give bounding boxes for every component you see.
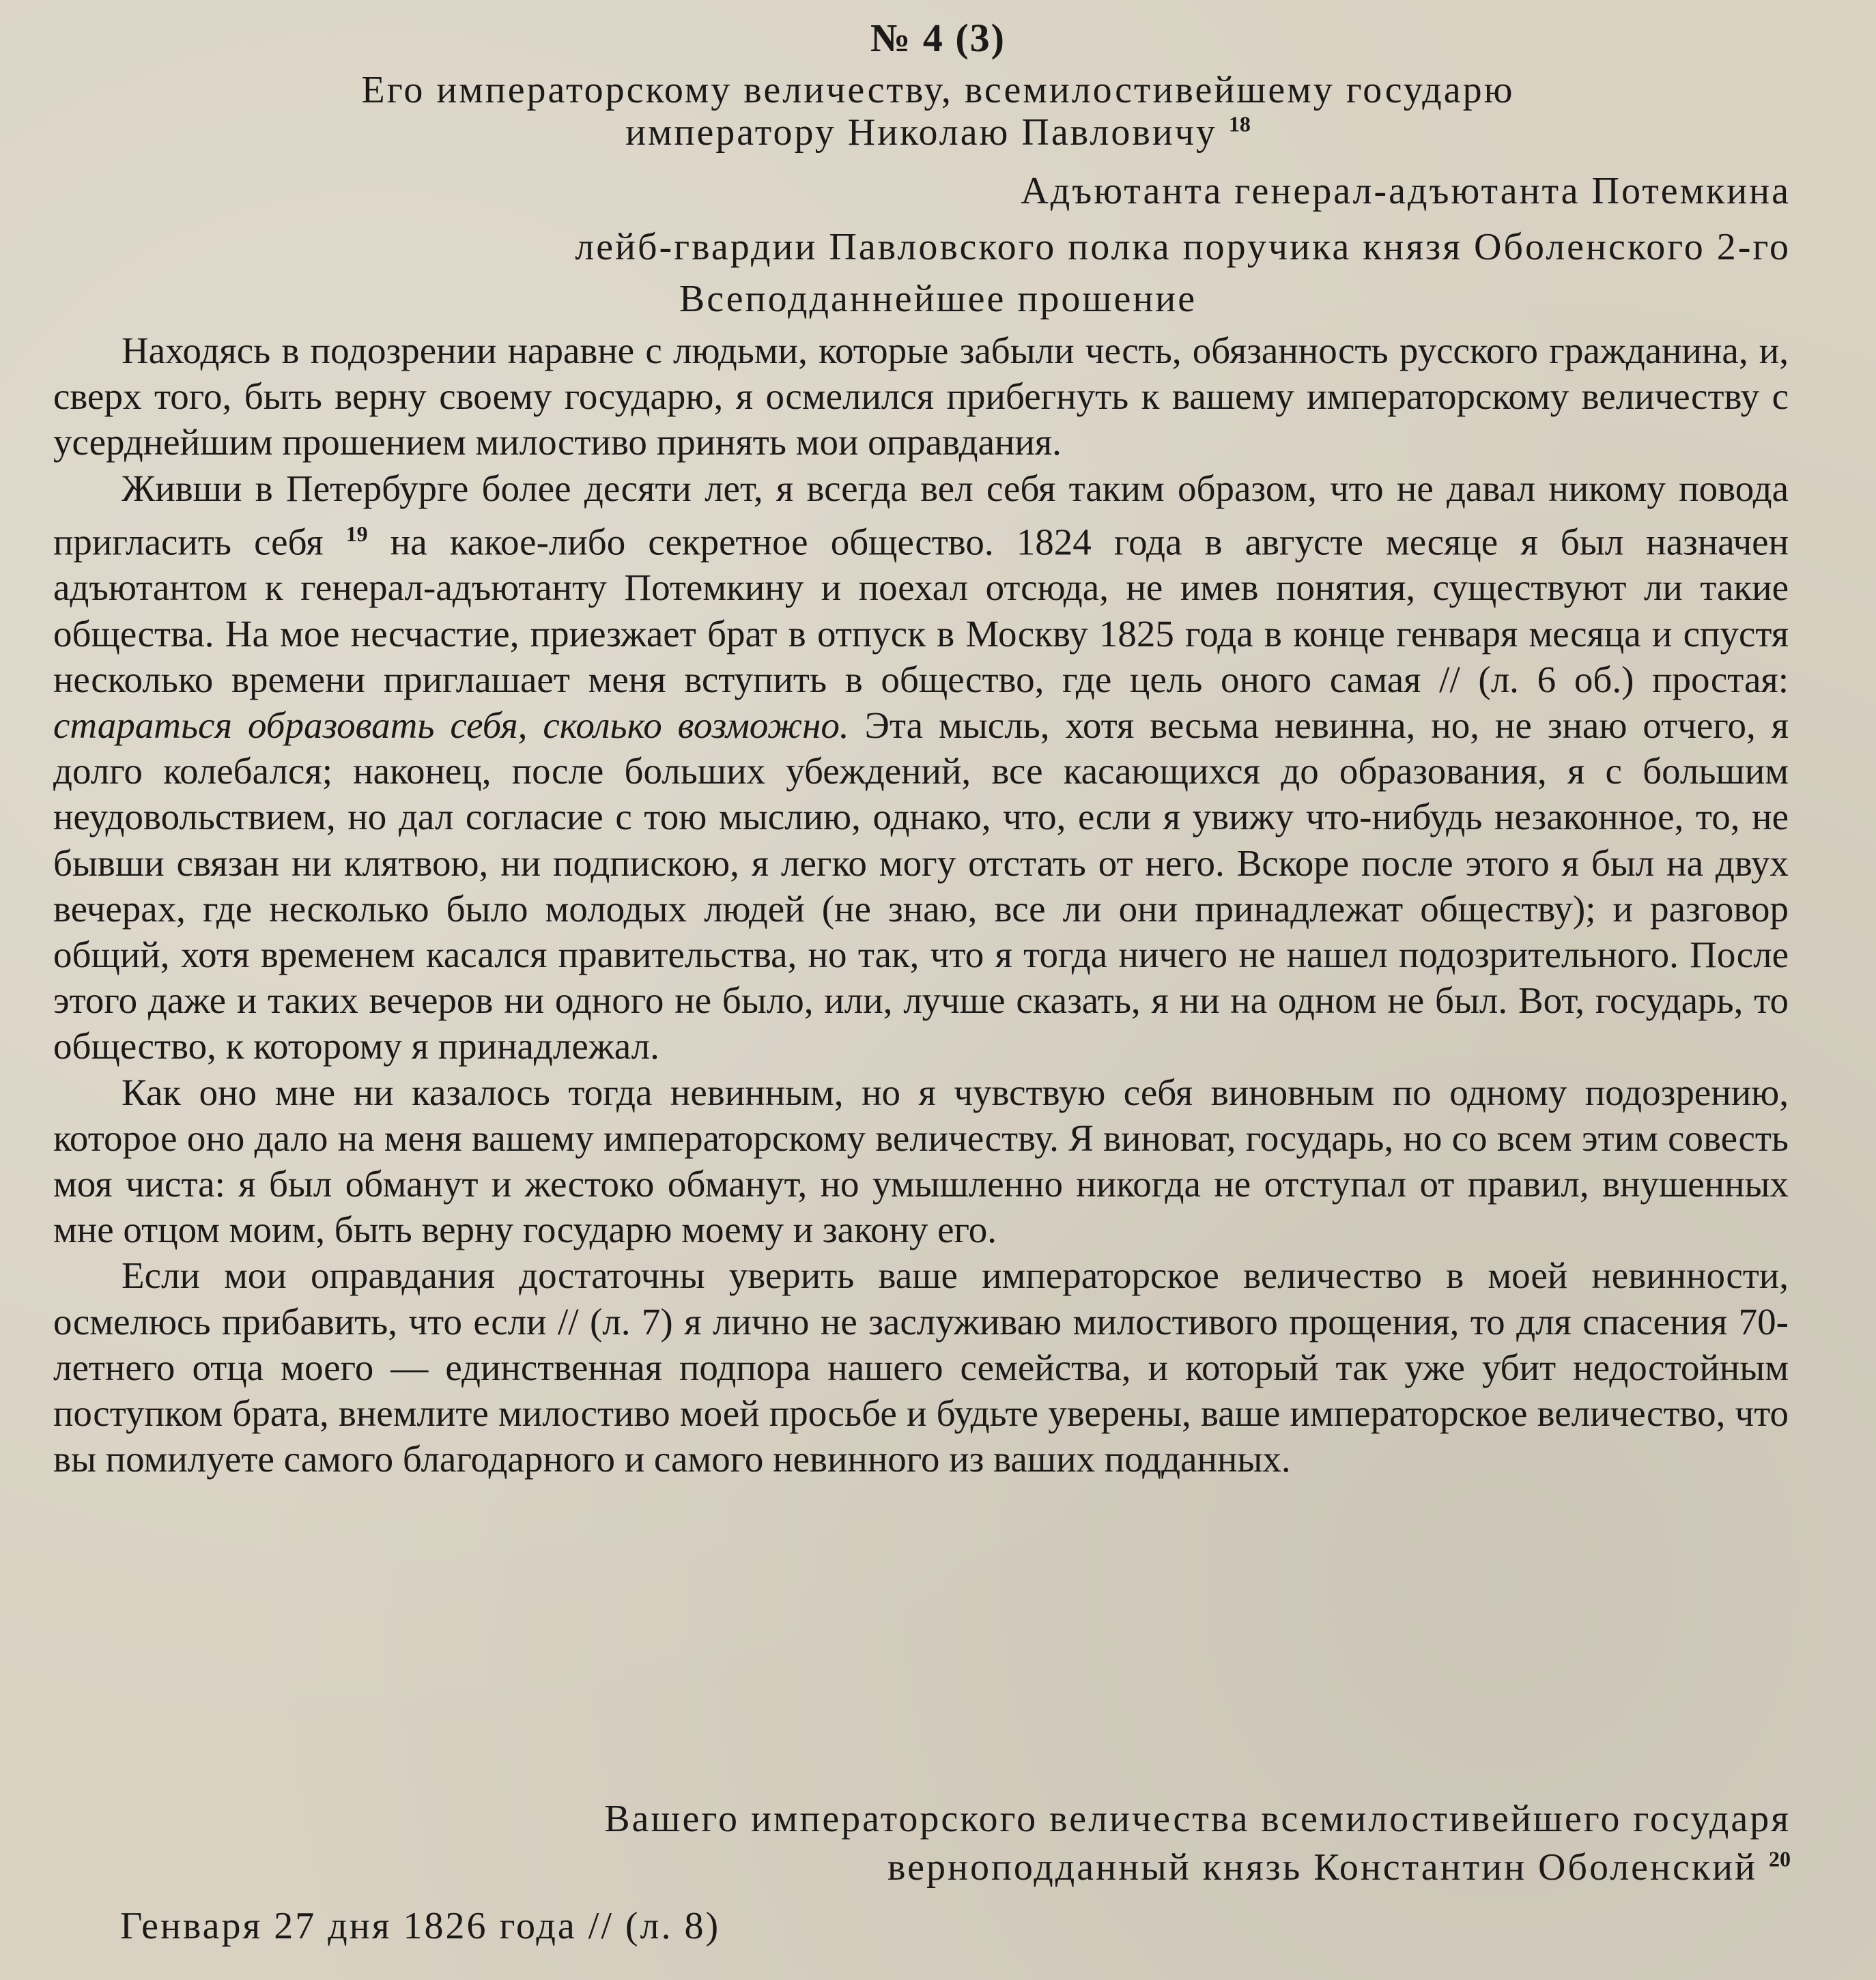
date-line: Генваря 27 дня 1826 года // (л. 8): [120, 1905, 721, 1947]
paragraph-2-part-2: на какое-либо секретное общество. 1824 года в августе месяце я был назначен адъютантом к генерал-адъютанту Потемкину и поехал отсюда, не имев понятия, существуют ли такие общества. На мое несчастие, приезжает брат в отпуск в Москву 1825 года в конце генваря месяца и спустя несколько времени приглашает меня вступить в общество, где цель оного самая // (л. 6 об.) простая:: [53, 521, 1789, 700]
footnote-mark-18: 18: [1228, 111, 1251, 137]
paragraph-2-part-1: Живши в Петербурге более десяти лет, я всегда вел себя таким образом, что не давал никому повода пригласить себя: [53, 467, 1789, 563]
address-line-2: [0, 111, 1876, 154]
closing-line-1: Вашего императорского величества всемилостивейшего государя: [604, 1798, 1791, 1840]
petition-body: [53, 328, 1789, 1482]
paragraph-2: [53, 465, 1789, 1070]
closing-line-2: [887, 1846, 1791, 1889]
footnote-mark-20: 20: [1769, 1846, 1791, 1871]
address-line-1: Его императорскому величеству, всемилостивейшему государю: [361, 69, 1515, 111]
sender-line-2: лейб-гвардии Павловского полка поручика князя Оболенского 2-го: [575, 226, 1791, 268]
signature-text: верноподданный князь Константин Оболенский: [887, 1846, 1757, 1889]
paragraph-3: Как оно мне ни казалось тогда невинным, но я чувствую себя виновным по одному подозрению, которое оно дало на меня вашему императорскому величеству. Я виноват, государь, но со всем этим совесть моя чиста: я был обманут и жестоко обманут, но умышленно никогда не отступал от правил, внушенных мне отцом моим, быть верну государю моему и закону его.: [53, 1071, 1789, 1251]
paragraph-4: Если мои оправдания достаточны уверить ваше императорское величество в моей невинности, осмелюсь прибавить, что если // (л. 7) я лично не заслуживаю милостивого прощения, то для спасения 70-летнего отца моего — единственная подпора нашего семейства, и который так уже убит недостойным поступком брата, внемлите милостиво моей просьбе и будьте уверены, ваше императорское величество, что вы помилуете самого благодарного и самого невинного из ваших подданных.: [53, 1254, 1789, 1480]
document-number: № 4 (3): [870, 16, 1006, 60]
paragraph-2-part-3: Эта мысль, хотя весьма невинна, но, не знаю отчего, я долго колебался; наконец, после больших убеждений, все касающихся до образования, я с большим неудовольствием, но дал согласие с тою мыслию, однако, что, если я увижу что-нибудь незаконное, то, не бывши связан ни клятвою, ни подпискою, я легко могу отстать от него. Вскоре после этого я был на двух вечерах, где несколько было молодых людей (не знаю, все ли они принадлежат обществу); и разговор общий, хотя временем касался правительства, но так, что я тогда ничего не нашел подозрительного. После этого даже и таких вечеров ни одного не было, или, лучше сказать, я ни на одном не был. Вот, государь, то общество, к которому я принадлежал.: [53, 704, 1789, 1067]
address-line-2-text: императору Николаю Павловичу: [625, 111, 1217, 154]
paragraph-1: Находясь в подозрении наравне с людьми, которые забыли честь, обязанность русского гражданина, и, сверх того, быть верну своему государю, я осмелился прибегнуть к вашему императорскому величеству с усерднейшим прошением милостиво принять мои оправдания.: [53, 330, 1789, 463]
sender-line-1: Адъютанта генерал-адъютанта Потемкина: [1021, 170, 1791, 212]
footnote-mark-19: 19: [345, 521, 368, 546]
paragraph-2-emphasis: стараться образовать себя, сколько возможно.: [53, 704, 849, 746]
document-type-title: Всеподданнейшее прошение: [679, 278, 1197, 320]
